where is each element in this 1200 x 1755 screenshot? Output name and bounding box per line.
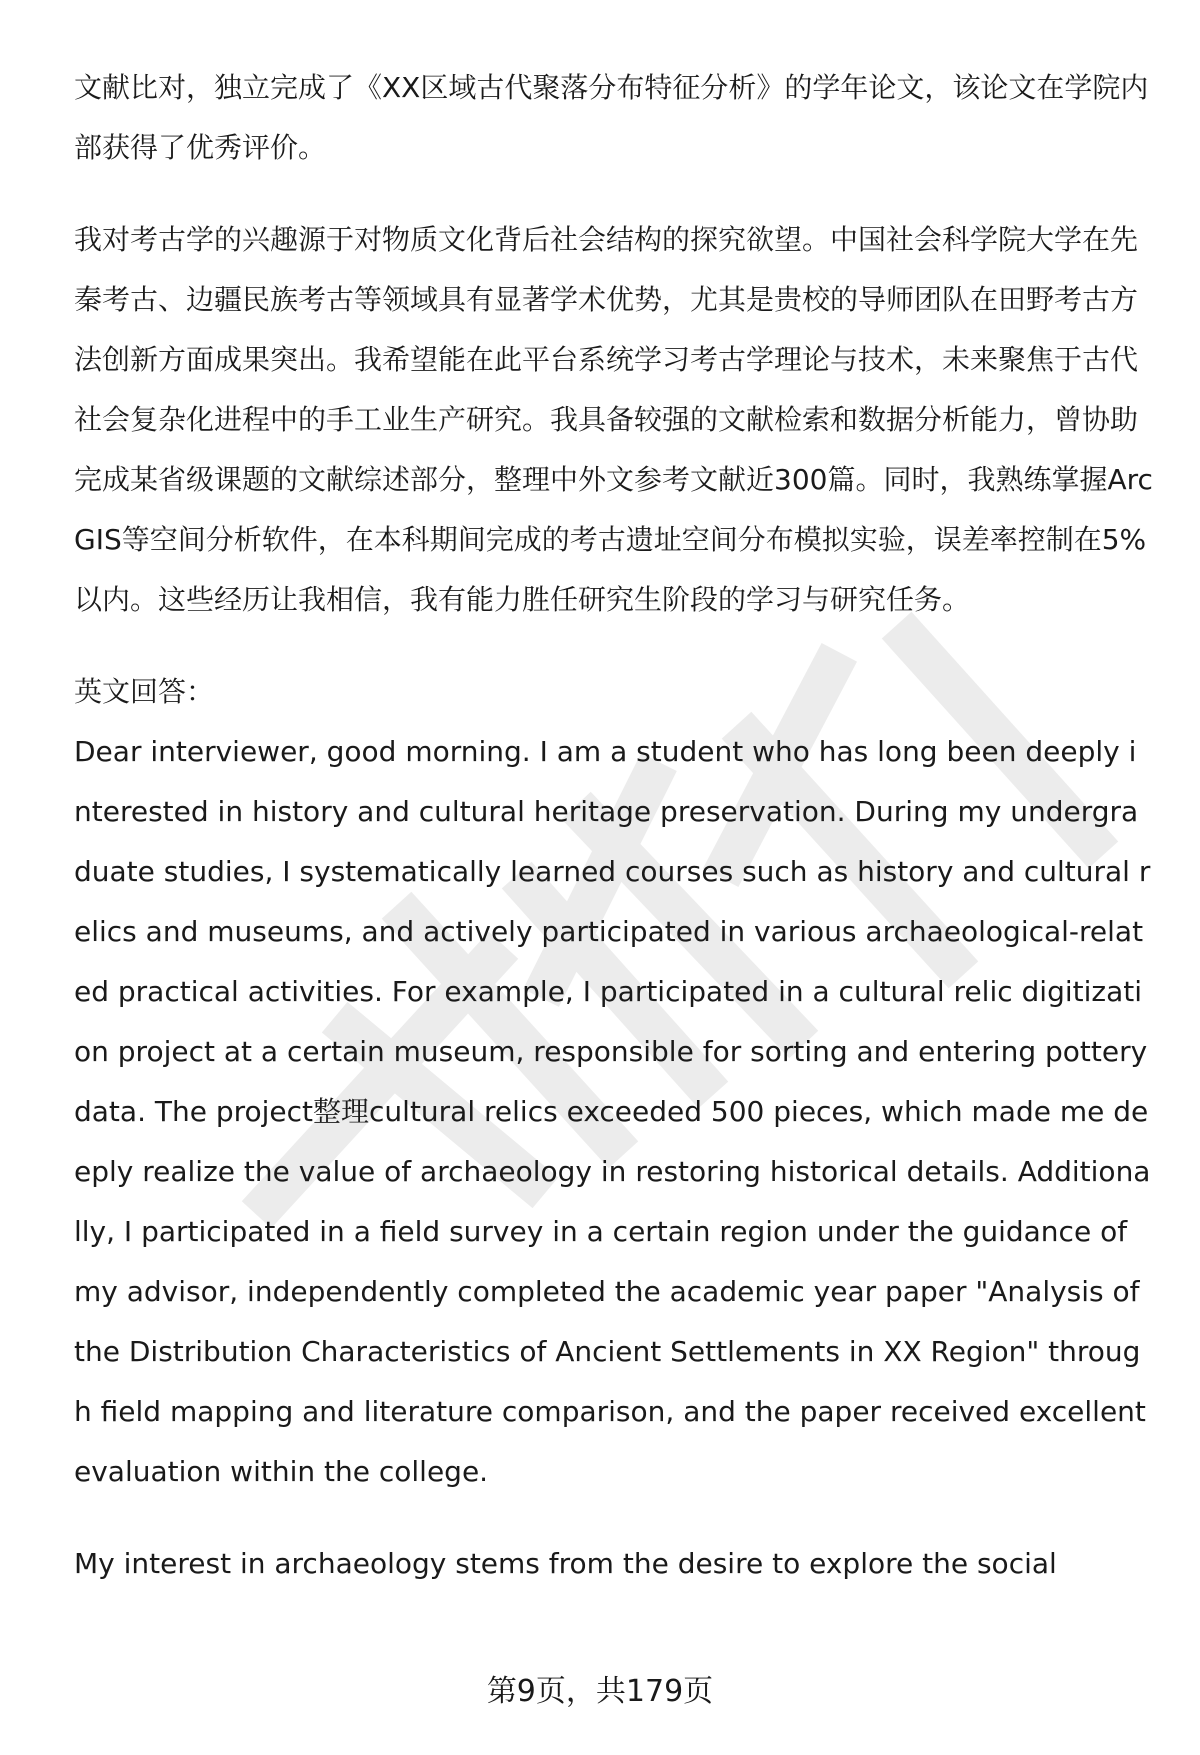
paragraph-english-intro: Dear interviewer, good morning. I am a student who has long been deeply interested in history and cultural heritage preservation. During my undergraduate studies, I systematically learned courses such as history and cultural relics and museums, and actively participated in various archaeological-related practical activities. For example, I participated in a cultural relic digitization project at a certain museum, responsible for sorting and entering pottery data. The project整理cultural relics exceeded 500 pieces, which made me deeply realize the value of archaeology in restoring historical details. Additionally, I participated in a field survey in a certain region under the guidance of my advisor, independently completed the academic year paper "Analysis of the Distribution Characteristics of Ancient Settlements in XX Region" through field mapping and literature comparison, and the paper received excellent evaluation within the college. — [74, 735, 1151, 1488]
paragraph-chinese-interest: 我对考古学的兴趣源于对物质文化背后社会结构的探究欲望。中国社会科学院大学在先秦考古、边疆民族考古等领域具有显著学术优势，尤其是贵校的导师团队在田野考古方法创新方面成果突出。我希望能在此平台系统学习考古学理论与技术，未来聚焦于古代社会复杂化进程中的手工业生产研究。我具备较强的文献检索和数据分析能力，曾协助完成某省级课题的文献综述部分，整理中外文参考文献近300篇。同时，我熟练掌握ArcGIS等空间分析软件，在本科期间完成的考古遗址空间分布模拟实验，误差率控制在5%以内。这些经历让我相信，我有能力胜任研究生阶段的学习与研究任务。 — [74, 223, 1153, 616]
document-body — [74, 58, 1154, 1594]
section-label-english-answer: 英文回答： — [74, 675, 215, 708]
paragraph-english-interest: My interest in archaeology stems from the desire to explore the social — [74, 1547, 1057, 1580]
page-number-footer: 第9页，共179页 — [486, 1674, 714, 1709]
paragraph-chinese-intro-end: 文献比对，独立完成了《XX区域古代聚落分布特征分析》的学年论文，该论文在学院内部获得了优秀评价。 — [74, 71, 1149, 164]
